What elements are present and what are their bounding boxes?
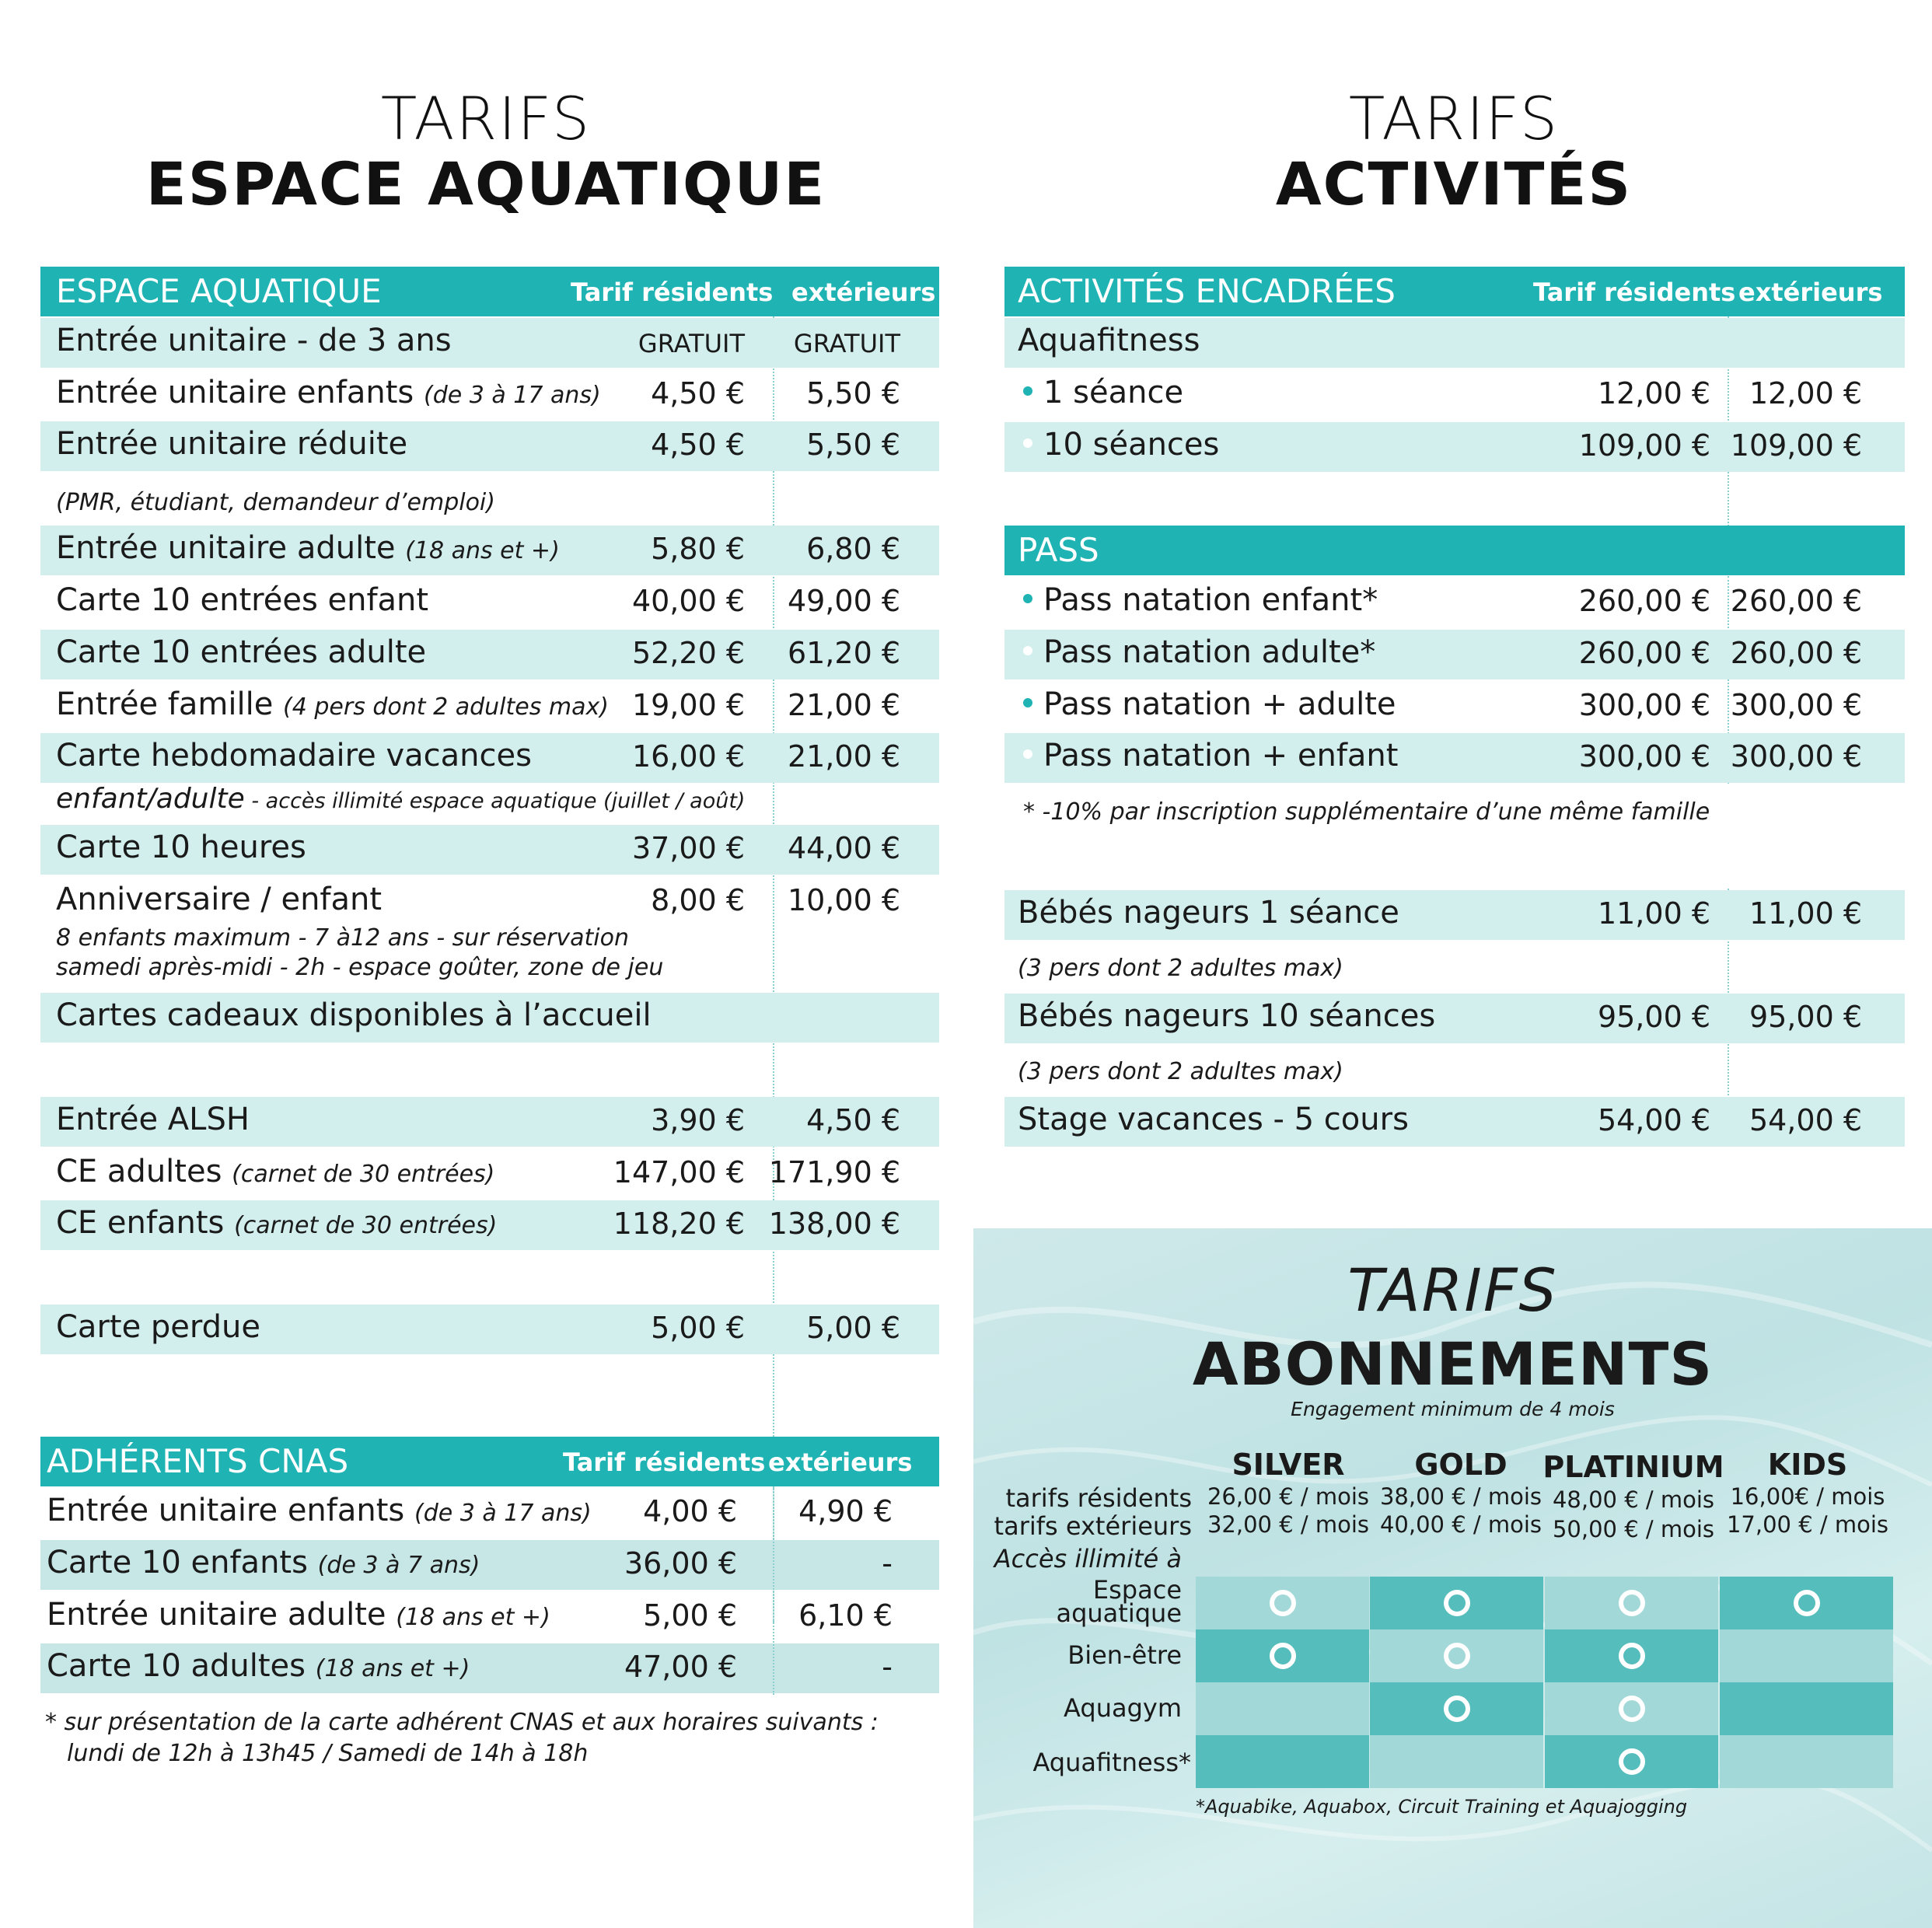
feature-espace-aquatique: Espace aquatique xyxy=(1056,1575,1182,1628)
aquatique-table xyxy=(40,267,939,1355)
feature-aquafitness: Aquafitness* xyxy=(1032,1748,1191,1777)
row-price-exterieurs: 5,50 € xyxy=(806,376,900,410)
row-price-residents: 3,90 € xyxy=(651,1103,745,1137)
table-row xyxy=(40,1200,939,1250)
column-divider xyxy=(773,316,774,1622)
grid-cell xyxy=(1720,1629,1893,1682)
activites-col-exterieurs: extérieurs xyxy=(1738,278,1883,307)
row-note: enfant/adulte - accès illimité espace aquatique (juillet / août) xyxy=(56,783,746,815)
row-label: 1 séance xyxy=(1023,375,1183,410)
row-label: Carte perdue xyxy=(56,1309,260,1345)
row-price-exterieurs: 11,00 € xyxy=(1749,896,1862,931)
row-price-residents: 300,00 € xyxy=(1578,739,1710,774)
row-price-exterieurs: 260,00 € xyxy=(1730,636,1862,670)
row-label: 10 séances xyxy=(1023,427,1219,463)
table-row xyxy=(1004,370,1905,420)
table-row xyxy=(1004,1097,1905,1147)
price-ext: 17,00 € / mois xyxy=(1726,1511,1889,1538)
grid-cell xyxy=(1545,1682,1718,1735)
cnas-col-exterieurs: extérieurs xyxy=(768,1448,913,1477)
right-title-line1: TARIFS xyxy=(1348,84,1560,153)
table-row xyxy=(40,578,939,627)
row-price-exterieurs: 5,50 € xyxy=(806,428,900,462)
plan-platinium: PLATINIUM xyxy=(1542,1450,1724,1484)
row-label: Entrée unitaire enfants (de 3 à 17 ans) xyxy=(56,375,601,410)
row-price-residents: 5,00 € xyxy=(643,1598,737,1633)
row-price-residents: 109,00 € xyxy=(1578,428,1710,463)
feature-bien-etre: Bien-être xyxy=(1067,1640,1182,1670)
row-note: 8 enfants maximum - 7 à12 ans - sur réservation xyxy=(56,924,630,952)
table-row xyxy=(40,1149,939,1199)
row-price-residents: 36,00 € xyxy=(624,1546,737,1580)
bullet-icon xyxy=(1023,749,1032,759)
grid-cell xyxy=(1370,1682,1543,1735)
row-price-exterieurs: 21,00 € xyxy=(787,739,900,774)
row-label: Pass natation + enfant xyxy=(1023,738,1398,774)
abonnements-title-2: ABONNEMENTS xyxy=(1192,1329,1714,1399)
bullet-icon xyxy=(1023,438,1032,448)
row-price-exterieurs: 54,00 € xyxy=(1749,1103,1862,1137)
price-res: 38,00 € / mois xyxy=(1379,1483,1542,1510)
price-res: 16,00€ / mois xyxy=(1730,1483,1885,1510)
row-price-residents: 47,00 € xyxy=(624,1650,737,1684)
row-price-exterieurs: - xyxy=(882,1650,893,1684)
row-price-residents: 4,00 € xyxy=(643,1494,737,1528)
row-price-exterieurs: 300,00 € xyxy=(1730,739,1862,774)
row-price-exterieurs: 95,00 € xyxy=(1749,1000,1862,1034)
plan-kids: KIDS xyxy=(1767,1448,1848,1482)
cnas-header xyxy=(40,1437,939,1486)
bullet-icon xyxy=(1023,594,1032,603)
activites-table xyxy=(1004,267,1905,1145)
table-row xyxy=(40,1643,939,1693)
row-price-exterieurs: 171,90 € xyxy=(768,1155,900,1189)
cnas-table xyxy=(40,1437,939,1701)
included-ring-icon xyxy=(1794,1590,1820,1616)
row-price-residents: 300,00 € xyxy=(1578,688,1710,722)
row-price-residents: 5,00 € xyxy=(651,1311,745,1345)
row-price-exterieurs: 109,00 € xyxy=(1730,428,1862,463)
row-price-residents: 260,00 € xyxy=(1578,636,1710,670)
row-label: Cartes cadeaux disponibles à l’accueil xyxy=(56,997,652,1033)
column-divider xyxy=(773,1486,774,1695)
aquatique-col-residents: Tarif résidents xyxy=(571,278,774,307)
row-label: Entrée unitaire enfants (de 3 à 17 ans) xyxy=(47,1493,592,1528)
table-row xyxy=(1004,578,1905,627)
row-label: Aquafitness xyxy=(1018,323,1200,358)
cnas-footnote-1: * sur présentation de la carte adhérent CNAS et aux horaires suivants : xyxy=(45,1709,879,1736)
row-price-residents: 54,00 € xyxy=(1597,1103,1710,1137)
activites-col-residents: Tarif résidents xyxy=(1533,278,1736,307)
row-price-exterieurs: 10,00 € xyxy=(787,883,900,917)
row-price-exterieurs: 6,80 € xyxy=(806,532,900,566)
row-label: Pass natation adulte* xyxy=(1023,634,1375,670)
abonnements-subtitle: Engagement minimum de 4 mois xyxy=(1291,1398,1615,1420)
grid-cell xyxy=(1196,1682,1369,1735)
row-label: Carte 10 entrées adulte xyxy=(56,634,427,670)
grid-cell xyxy=(1196,1629,1369,1682)
row-note: (3 pers dont 2 adultes max) xyxy=(1018,1058,1343,1085)
cnas-col-residents: Tarif résidents xyxy=(563,1448,766,1477)
cnas-footnote-2: lundi de 12h à 13h45 / Samedi de 14h à 18h xyxy=(67,1740,589,1767)
row-price-residents: 40,00 € xyxy=(631,584,745,618)
included-ring-icon xyxy=(1444,1590,1470,1616)
row-note: (PMR, étudiant, demandeur d’emploi) xyxy=(56,489,495,516)
row-price-exterieurs: 300,00 € xyxy=(1730,688,1862,722)
row-price-exterieurs: 21,00 € xyxy=(787,688,900,722)
feature-aquagym: Aquagym xyxy=(1064,1693,1182,1723)
included-ring-icon xyxy=(1619,1590,1645,1616)
table-row xyxy=(40,1592,939,1642)
row-price-residents: 16,00 € xyxy=(631,739,745,774)
row-label: Entrée ALSH xyxy=(56,1102,250,1137)
row-label: Carte 10 heures xyxy=(56,830,306,865)
row-label: Carte 10 adultes (18 ans et +) xyxy=(47,1648,470,1684)
row-label: Pass natation + adulte xyxy=(1023,686,1396,722)
aquatique-col-exterieurs: extérieurs xyxy=(791,278,936,307)
table-row xyxy=(40,1305,939,1354)
grid-cell xyxy=(1545,1629,1718,1682)
row-label: CE adultes (carnet de 30 entrées) xyxy=(56,1154,495,1189)
row-label: Stage vacances - 5 cours xyxy=(1018,1102,1409,1137)
grid-cell xyxy=(1196,1577,1369,1629)
row-price-residents: 12,00 € xyxy=(1597,376,1710,410)
included-ring-icon xyxy=(1270,1643,1296,1669)
included-ring-icon xyxy=(1270,1590,1296,1616)
pass-header xyxy=(1004,526,1905,575)
row-price-exterieurs: 260,00 € xyxy=(1730,584,1862,618)
table-row xyxy=(40,318,939,368)
pass-header-title: PASS xyxy=(1018,531,1099,569)
table-row xyxy=(40,421,939,471)
row-label: CE enfants (carnet de 30 entrées) xyxy=(56,1205,498,1241)
row-price-residents: 8,00 € xyxy=(651,883,745,917)
left-title-line2: ESPACE AQUATIQUE xyxy=(145,149,826,218)
abonnements-footnote: *Aquabike, Aquabox, Circuit Training et Aquajogging xyxy=(1196,1796,1688,1818)
row-price-residents: 5,80 € xyxy=(651,532,745,566)
activites-header-title: ACTIVITÉS ENCADRÉES xyxy=(1018,272,1396,310)
table-row xyxy=(1004,318,1905,368)
price-res: 26,00 € / mois xyxy=(1207,1483,1370,1510)
row-price-exterieurs: 44,00 € xyxy=(787,831,900,865)
row-price-residents: 19,00 € xyxy=(631,688,745,722)
row-price-residents: 11,00 € xyxy=(1597,896,1710,931)
row-price-exterieurs: 4,50 € xyxy=(806,1103,900,1137)
table-row xyxy=(40,825,939,875)
table-row xyxy=(40,1488,939,1538)
aquatique-header xyxy=(40,267,939,316)
row-price-residents: 118,20 € xyxy=(613,1207,745,1241)
label-tarifs-exterieurs: tarifs extérieurs xyxy=(994,1511,1192,1541)
left-title-line1: TARIFS xyxy=(380,84,592,153)
row-note: samedi après-midi - 2h - espace goûter, zone de jeu xyxy=(56,954,664,981)
table-row xyxy=(40,733,939,783)
abonnements-title-1: TARIFS xyxy=(1347,1256,1558,1325)
price-ext: 50,00 € / mois xyxy=(1552,1516,1715,1542)
row-price-residents: 260,00 € xyxy=(1578,584,1710,618)
row-price-exterieurs: 49,00 € xyxy=(787,584,900,618)
included-ring-icon xyxy=(1444,1643,1470,1669)
table-row xyxy=(1004,994,1905,1043)
row-label: Entrée unitaire réduite xyxy=(56,426,408,462)
row-price-residents: GRATUIT xyxy=(638,329,745,358)
bullet-icon xyxy=(1023,646,1032,655)
row-price-residents: 147,00 € xyxy=(613,1155,745,1189)
grid-cell xyxy=(1196,1735,1369,1788)
grid-cell xyxy=(1370,1735,1543,1788)
included-ring-icon xyxy=(1619,1748,1645,1775)
included-ring-icon xyxy=(1619,1643,1645,1669)
row-label: Carte 10 enfants (de 3 à 7 ans) xyxy=(47,1545,480,1580)
table-row xyxy=(40,682,939,732)
grid-cell xyxy=(1720,1735,1893,1788)
row-label: Entrée unitaire adulte (18 ans et +) xyxy=(47,1597,550,1633)
row-price-exterieurs: GRATUIT xyxy=(793,329,900,358)
activites-header xyxy=(1004,267,1905,316)
label-tarifs-residents: tarifs résidents xyxy=(1005,1483,1192,1513)
grid-cell xyxy=(1545,1577,1718,1629)
grid-cell xyxy=(1370,1629,1543,1682)
row-label: Anniversaire / enfant xyxy=(56,882,383,917)
table-row xyxy=(1004,733,1905,783)
row-price-residents: 52,20 € xyxy=(631,636,745,670)
row-label: Entrée unitaire adulte (18 ans et +) xyxy=(56,530,560,566)
price-res: 48,00 € / mois xyxy=(1552,1486,1715,1513)
label-acces-illimite: Accès illimité à xyxy=(994,1544,1182,1573)
row-price-residents: 4,50 € xyxy=(651,376,745,410)
row-label: Bébés nageurs 1 séance xyxy=(1018,895,1399,931)
row-label: Carte 10 entrées enfant xyxy=(56,582,429,618)
row-price-exterieurs: - xyxy=(882,1546,893,1580)
plan-silver: SILVER xyxy=(1232,1448,1345,1482)
row-label: Bébés nageurs 10 séances xyxy=(1018,998,1436,1034)
row-price-exterieurs: 12,00 € xyxy=(1749,376,1862,410)
included-ring-icon xyxy=(1444,1696,1470,1722)
grid-cell xyxy=(1720,1682,1893,1735)
table-row xyxy=(40,630,939,679)
table-row xyxy=(1004,890,1905,940)
table-row xyxy=(40,1097,939,1147)
included-ring-icon xyxy=(1619,1696,1645,1722)
row-price-exterieurs: 138,00 € xyxy=(768,1207,900,1241)
pass-note: * -10% par inscription supplémentaire d’une même famille xyxy=(1023,798,1710,826)
bullet-icon xyxy=(1023,698,1032,707)
row-label: Entrée unitaire - de 3 ans xyxy=(56,323,452,358)
row-price-exterieurs: 4,90 € xyxy=(798,1494,893,1528)
aquatique-header-title: ESPACE AQUATIQUE xyxy=(56,272,382,310)
plan-gold: GOLD xyxy=(1414,1448,1508,1482)
table-row xyxy=(40,1540,939,1590)
right-title-line2: ACTIVITÉS xyxy=(1275,149,1633,218)
row-price-exterieurs: 6,10 € xyxy=(798,1598,893,1633)
price-ext: 32,00 € / mois xyxy=(1207,1511,1370,1538)
row-price-residents: 37,00 € xyxy=(631,831,745,865)
row-price-exterieurs: 61,20 € xyxy=(787,636,900,670)
table-row xyxy=(1004,630,1905,679)
price-ext: 40,00 € / mois xyxy=(1379,1511,1542,1538)
table-row xyxy=(40,370,939,420)
grid-cell xyxy=(1370,1577,1543,1629)
table-row xyxy=(1004,682,1905,732)
cnas-header-title: ADHÉRENTS CNAS xyxy=(47,1442,349,1480)
row-note: (3 pers dont 2 adultes max) xyxy=(1018,955,1343,982)
table-row xyxy=(40,877,939,927)
row-label: Entrée famille (4 pers dont 2 adultes max) xyxy=(56,686,609,722)
table-row xyxy=(40,993,939,1043)
table-row xyxy=(1004,422,1905,472)
row-price-exterieurs: 5,00 € xyxy=(806,1311,900,1345)
row-price-residents: 95,00 € xyxy=(1597,1000,1710,1034)
grid-cell xyxy=(1545,1735,1718,1788)
row-label: Carte hebdomadaire vacances xyxy=(56,738,532,774)
table-row xyxy=(40,526,939,575)
row-label: Pass natation enfant* xyxy=(1023,582,1378,618)
bullet-icon xyxy=(1023,386,1032,396)
row-price-residents: 4,50 € xyxy=(651,428,745,462)
grid-cell xyxy=(1720,1577,1893,1629)
